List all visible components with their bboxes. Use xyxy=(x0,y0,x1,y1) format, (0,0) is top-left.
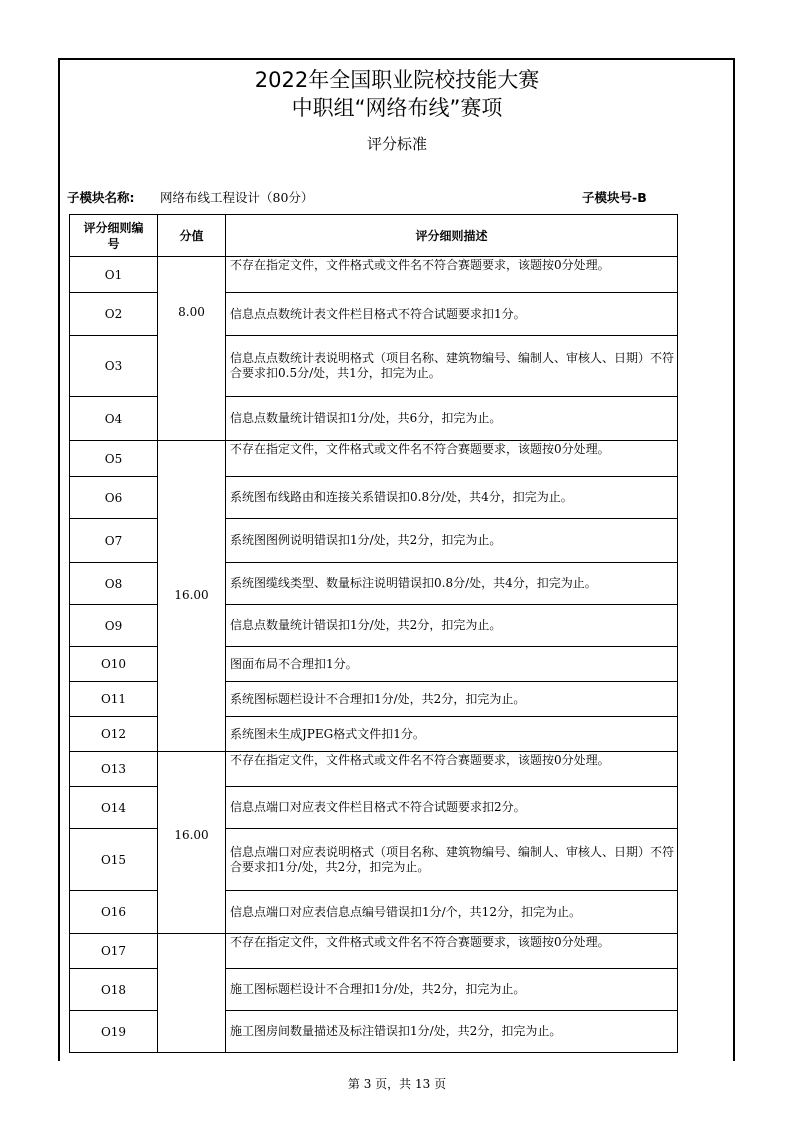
rule-desc: 施工图房间数量描述及标注错误扣1分/处，共2分，扣完为止。 xyxy=(226,1011,678,1053)
rule-desc: 系统图布线路由和连接关系错误扣0.8分/处，共4分，扣完为止。 xyxy=(226,477,678,519)
rule-id: O14 xyxy=(70,787,158,829)
document-title-line2: 中职组“网络布线”赛项 xyxy=(291,96,503,120)
table-header-row xyxy=(70,215,678,257)
score-cell: 16.00 xyxy=(158,752,226,934)
module-code: 子模块号-B xyxy=(582,190,647,205)
rule-desc: 不存在指定文件，文件格式或文件名不符合赛题要求，该题按0分处理。 xyxy=(226,752,678,787)
table-row xyxy=(70,934,678,969)
scoring-table xyxy=(69,214,678,1053)
score-cell: 8.00 xyxy=(158,257,226,441)
rule-id: O7 xyxy=(70,519,158,563)
module-name-label: 子模块名称: xyxy=(67,190,135,205)
score-cell xyxy=(158,934,226,1053)
table-row xyxy=(70,257,678,293)
rule-id: O15 xyxy=(70,829,158,891)
rule-desc: 系统图图例说明错误扣1分/处，共2分，扣完为止。 xyxy=(226,519,678,563)
rule-desc: 不存在指定文件，文件格式或文件名不符合赛题要求，该题按0分处理。 xyxy=(226,441,678,477)
score-cell: 16.00 xyxy=(158,441,226,752)
rule-id: O9 xyxy=(70,605,158,647)
rule-desc: 信息点点数统计表说明格式（项目名称、建筑物编号、编制人、审核人、日期）不符合要求扣0.5分/处，共1分，扣完为止。 xyxy=(226,336,678,397)
rule-desc: 信息点端口对应表说明格式（项目名称、建筑物编号、编制人、审核人、日期）不符合要求扣1分/处，共2分，扣完为止。 xyxy=(226,829,678,891)
rule-id: O2 xyxy=(70,293,158,336)
rule-desc: 图面布局不合理扣1分。 xyxy=(226,647,678,682)
rule-desc: 信息点端口对应表文件栏目格式不符合试题要求扣2分。 xyxy=(226,787,678,829)
rule-desc: 信息点端口对应表信息点编号错误扣1分/个，共12分，扣完为止。 xyxy=(226,891,678,934)
rule-id: O17 xyxy=(70,934,158,969)
rule-id: O11 xyxy=(70,682,158,717)
rule-id: O16 xyxy=(70,891,158,934)
rule-id: O12 xyxy=(70,717,158,752)
rule-id: O5 xyxy=(70,441,158,477)
rule-desc: 信息点数量统计错误扣1分/处，共2分，扣完为止。 xyxy=(226,605,678,647)
rule-desc: 系统图未生成JPEG格式文件扣1分。 xyxy=(226,717,678,752)
table-row xyxy=(70,441,678,477)
rule-id: O10 xyxy=(70,647,158,682)
rule-id: O18 xyxy=(70,969,158,1011)
header-desc: 评分细则描述 xyxy=(226,215,678,257)
rule-id: O4 xyxy=(70,397,158,441)
rule-desc: 信息点数量统计错误扣1分/处，共6分，扣完为止。 xyxy=(226,397,678,441)
rule-id: O13 xyxy=(70,752,158,787)
rule-desc: 施工图标题栏设计不合理扣1分/处，共2分，扣完为止。 xyxy=(226,969,678,1011)
rule-id: O3 xyxy=(70,336,158,397)
page-number: 第 3 页，共 13 页 xyxy=(347,1077,447,1091)
rule-id: O8 xyxy=(70,563,158,605)
rule-id: O6 xyxy=(70,477,158,519)
document-subtitle: 评分标准 xyxy=(366,135,427,153)
header-id: 评分细则编号 xyxy=(70,215,158,257)
document-title: 2022年全国职业院校技能大赛 xyxy=(254,68,540,92)
header-score: 分值 xyxy=(158,215,226,257)
rule-desc: 信息点点数统计表文件栏目格式不符合试题要求扣1分。 xyxy=(226,293,678,336)
module-name-value: 网络布线工程设计（80分） xyxy=(160,190,314,205)
rule-desc: 不存在指定文件，文件格式或文件名不符合赛题要求，该题按0分处理。 xyxy=(226,257,678,293)
rule-desc: 系统图标题栏设计不合理扣1分/处，共2分，扣完为止。 xyxy=(226,682,678,717)
table-row xyxy=(70,752,678,787)
rule-id: O1 xyxy=(70,257,158,293)
rule-desc: 不存在指定文件，文件格式或文件名不符合赛题要求，该题按0分处理。 xyxy=(226,934,678,969)
rule-desc: 系统图缆线类型、数量标注说明错误扣0.8分/处，共4分，扣完为止。 xyxy=(226,563,678,605)
rule-id: O19 xyxy=(70,1011,158,1053)
